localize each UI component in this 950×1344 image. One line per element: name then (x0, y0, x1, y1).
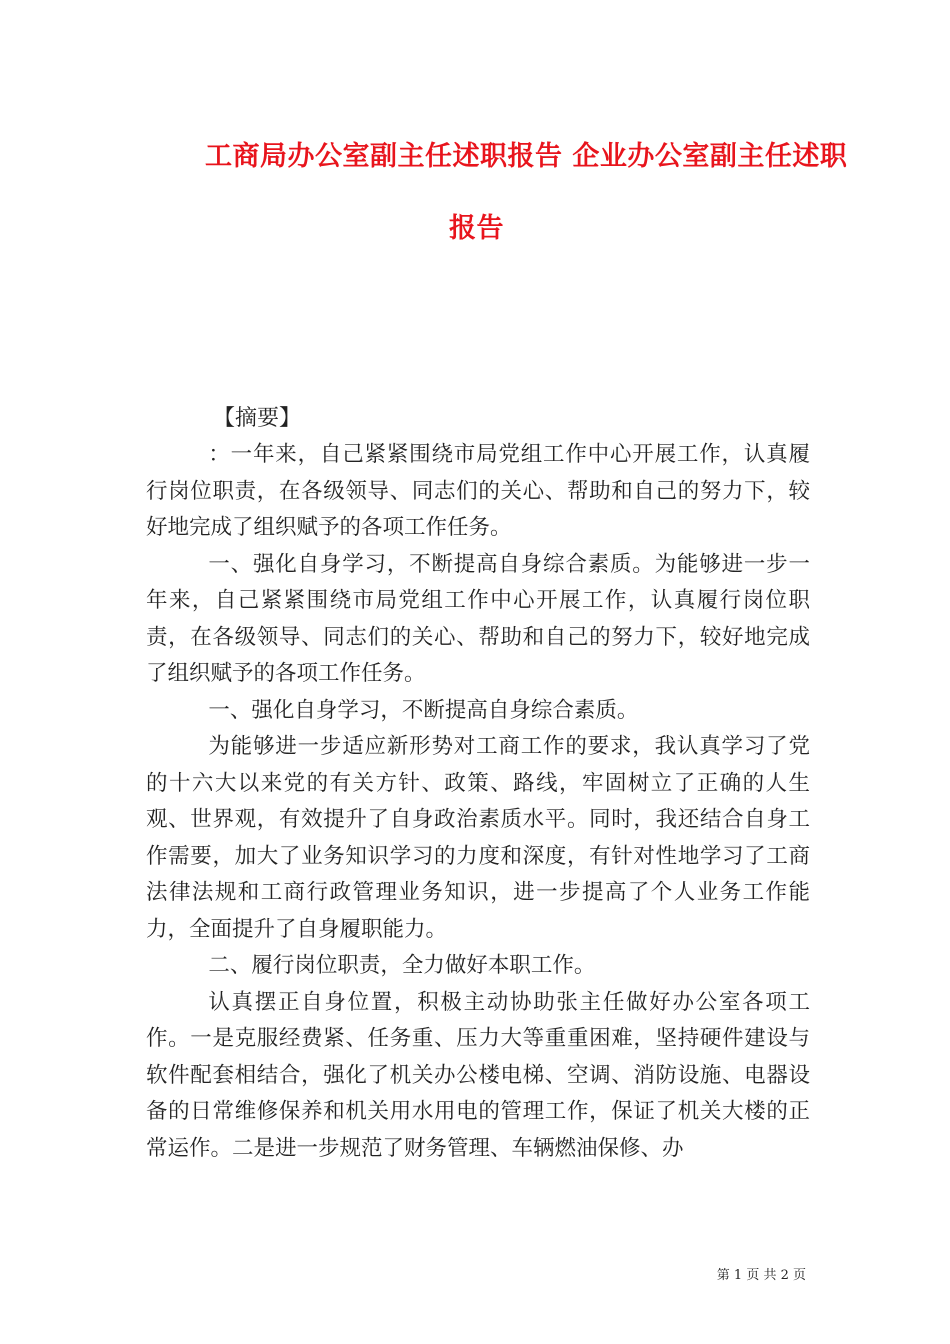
page-number: 第 1 页 共 2 页 (716, 1268, 806, 1283)
paragraph: ：一年来，自己紧紧围绕市局党组工作中心开展工作，认真履行岗位职责，在各级领导、同志们的关心、帮助和自己的努力下，较好地完成了组织赋予的各项工作任务。 (146, 442, 810, 540)
document-title-line-2: 报告 (449, 213, 504, 244)
paragraph: 二、履行岗位职责，全力做好本职工作。 (208, 953, 596, 978)
document-title-line-1: 工商局办公室副主任述职报告 企业办公室副主任述职 (205, 141, 848, 172)
abstract-label: 【摘要】 (213, 406, 302, 431)
paragraph: 一、强化自身学习，不断提高自身综合素质。为能够进一步一年来，自己紧紧围绕市局党组工作中心开展工作，认真履行岗位职责，在各级领导、同志们的关心、帮助和自己的努力下，较好地完成了组织赋予的各项工作任务。 (146, 551, 810, 686)
paragraph: 认真摆正自身位置，积极主动协助张主任做好办公室各项工作。一是克服经费紧、任务重、压力大等重重困难，坚持硬件建设与软件配套相结合，强化了机关办公楼电梯、空调、消防设施、电器设备的日常维修保养和机关用水用电的管理工作，保证了机关大楼的正常运作。二是进一步规范了财务管理、车辆燃油保修、办 (146, 989, 810, 1161)
document-body (146, 437, 810, 1167)
paragraph: 一、强化自身学习，不断提高自身综合素质。 (208, 697, 639, 723)
paragraph: 为能够进一步适应新形势对工商工作的要求，我认真学习了党的十六大以来党的有关方针、政策、路线，牢固树立了正确的人生观、世界观，有效提升了自身政治素质水平。同时，我还结合自身工作需要，加大了业务知识学习的力度和深度，有针对性地学习了工商法律法规和工商行政管理业务知识，进一步提高了个人业务工作能力，全面提升了自身履职能力。 (146, 734, 810, 942)
